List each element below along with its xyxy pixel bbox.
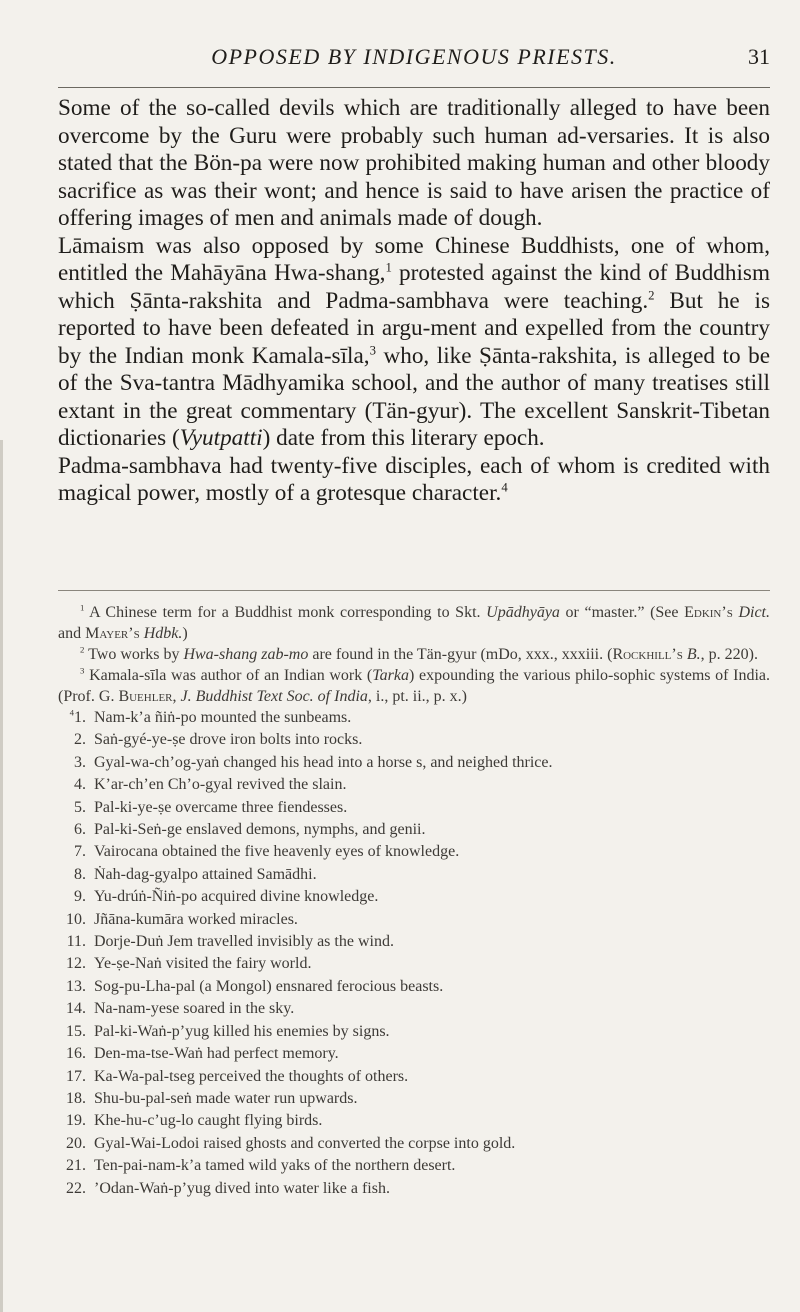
list-number: 21. [66,1157,86,1175]
list-item [58,1043,770,1065]
list-number: 6. [74,821,86,839]
scan-edge [0,440,3,1312]
footnote-ref: 2 [648,287,655,302]
list-text: Pal-ki-Seṅ-ge enslaved demons, nymphs, and genii. [94,821,426,839]
running-title: OPPOSED BY INDIGENOUS PRIESTS. [211,44,617,69]
list-number: 3. [74,753,86,771]
list-number: 18. [66,1089,86,1107]
list-number: 14. [66,1000,86,1018]
footnotes [58,602,770,1200]
list-text: ’Odan-Waṅ-p’yug dived into water like a fish. [94,1179,390,1197]
list-number: 19. [66,1112,86,1130]
footnote-3: $^3$ Kamala-sīla was author of an Indian work (Tarka) expounding the various philo-sophic systems of India. (Prof. G. Buehler, J. Buddhist Text Soc. of India, i., pt. ii., p. x.) [58,665,771,705]
list-item [58,797,770,819]
list-number: 5. [74,798,86,816]
list-text: Gyal-wa-ch’og-yaṅ changed his head into a horse s, and neighed thrice. [94,753,553,771]
list-text: Na-nam-yese soared in the sky. [94,1000,295,1018]
list-number: 8. [74,865,86,883]
list-text: Ṅah-dag-gyalpo attained Samādhi. [94,865,317,883]
list-number: 7. [74,843,86,861]
list-text: Saṅ-gyé-ye-ṣe drove iron bolts into rocks. [94,731,363,749]
page-number: 31 [748,44,770,69]
list-item [58,953,770,975]
paragraph-1: Some of the so-called devils which are traditionally alleged to have been overcome by the Guru were probably such human ad-versaries. It is also stated that the Bön-pa were now prohibited making human and other bloody sacrifice as was their wont; and hence is said to have arisen the practice of offering images of men and animals made of dough. [58,95,770,231]
list-item [58,774,770,796]
list-item [58,1110,770,1132]
list-item [58,931,770,953]
footnote-marker: 4 [69,707,74,718]
list-text: Jñāna-kumāra worked miracles. [94,910,298,928]
list-item [58,909,770,931]
list-text: Ye-ṣe-Naṅ visited the fairy world. [94,955,312,973]
main-text [58,95,770,508]
list-number: $^4$1. [69,707,86,726]
list-number: 15. [66,1022,86,1040]
footnote-ref: 3 [369,342,376,357]
list-number: 9. [74,888,86,906]
footnote-ref: 1 [385,260,392,275]
list-number: 4. [74,776,86,794]
list-item [58,1021,770,1043]
list-item [58,1178,770,1200]
list-item [58,841,770,863]
list-number: 13. [66,977,86,995]
list-item [58,976,770,998]
list-item [58,998,770,1020]
list-text: Yu-drúṅ-Ñiṅ-po acquired divine knowledge. [94,888,379,906]
list-item [58,707,770,729]
list-item [58,1155,770,1177]
footnote-2: $^2$ Two works by Hwa-shang zab-mo are found in the Tän-gyur (mDo, xxx., xxxiii. (Rockhill’s B., p. 220). [80,644,758,663]
list-text: Pal-ki-ye-ṣe overcame three fiendesses. [94,798,348,816]
list-text: Ka-Wa-pal-tseg perceived the thoughts of others. [94,1067,409,1085]
list-number: 11. [66,933,86,951]
footnote-4-disciple-list [58,707,770,1200]
header-rule [58,87,770,88]
list-text: K’ar-ch’en Ch’o-gyal revived the slain. [94,776,347,794]
list-text: Den-ma-tse-Waṅ had perfect memory. [94,1045,339,1063]
list-text: Pal-ki-Waṅ-p’yug killed his enemies by signs. [94,1022,390,1040]
paragraph-2: Lāmaism was also opposed by some Chinese Buddhists, one of whom, entitled the Mahāyāna Hwa-shang,$^1$ protested against the kind of Buddhism which Ṣānta-rakshita and Padma-sambhava were teaching.$^2$ But he is reported to have been defeated in argu-ment and expelled from the country by the Indian monk Kamala-sīla,$^3$ who, like Ṣānta-rakshita, is alleged to be of the Sva-tantra Mādhyamika school, and the author of many treatises still extant in the great commentary (Tän-gyur). The excellent Sanskrit-Tibetan dictionaries (Vyutpatti) date from this literary epoch. [58,232,770,451]
footnote-ref: 4 [501,480,508,495]
list-number: 12. [66,955,86,973]
list-number: 22. [66,1179,86,1197]
list-number: 16. [66,1045,86,1063]
paragraph-3: Padma-sambhava had twenty-five disciples, each of whom is credited with magical power, mostly of a grotesque character.$^4$ [58,452,770,506]
list-item [58,729,770,751]
list-text: Khe-hu-c’ug-lo caught flying birds. [94,1112,323,1130]
list-text: Dorje-Duṅ Jem travelled invisibly as the wind. [94,933,394,951]
list-number: 17. [66,1067,86,1085]
list-item [58,1133,770,1155]
list-item [58,752,770,774]
list-item [58,819,770,841]
footnote-rule [58,590,770,591]
list-number: 2. [74,731,86,749]
list-number: 20. [66,1134,86,1152]
list-item [58,1088,770,1110]
list-text: Ten-pai-nam-k’a tamed wild yaks of the northern desert. [94,1157,456,1175]
list-item [58,886,770,908]
list-text: Vairocana obtained the five heavenly eyes of knowledge. [94,843,460,861]
list-item [58,1066,770,1088]
list-item [58,864,770,886]
list-text: Shu-bu-pal-seṅ made water run upwards. [94,1089,358,1107]
list-text: Gyal-Wai-Lodoi raised ghosts and converted the corpse into gold. [94,1134,516,1152]
footnote-1: $^1$ A Chinese term for a Buddhist monk corresponding to Skt. Upādhyāya or “master.” (See Edkin’s Dict. and Mayer’s Hdbk.) [58,602,770,642]
list-text: Sog-pu-Lha-pal (a Mongol) ensnared ferocious beasts. [94,977,444,995]
list-number: 10. [66,910,86,928]
page-header [58,44,770,84]
list-text: Nam-k’a ñiṅ-po mounted the sunbeams. [94,709,352,726]
